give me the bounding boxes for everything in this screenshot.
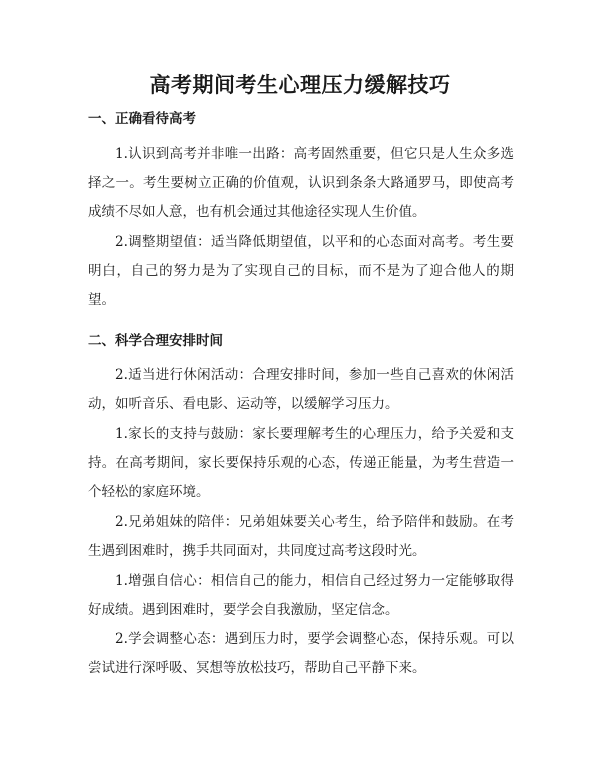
- paragraph: 1.增强自信心：相信自己的能力，相信自己经过努力一定能够取得好成绩。遇到困难时，要学会自我激励，坚定信念。: [88, 573, 514, 618]
- paragraph: 2.调整期望值：适当降低期望值，以平和的心态面对高考。考生要明白，自己的努力是为了实现自己的目标，而不是为了迎合他人的期望。: [88, 234, 514, 308]
- paragraph: 1.家长的支持与鼓励：家长要理解考生的心理压力，给予关爱和支持。在高考期间，家长要保持乐观的心态，传递正能量，为考生营造一个轻松的家庭环境。: [88, 426, 514, 500]
- paragraph: 2.适当进行休闲活动：合理安排时间，参加一些自己喜欢的休闲活动，如听音乐、看电影、运动等，以缓解学习压力。: [88, 367, 514, 412]
- section-heading: 二、科学合理安排时间: [88, 333, 223, 349]
- paragraph: 2.学会调整心态：遇到压力时，要学会调整心态，保持乐观。可以尝试进行深呼吸、冥想等放松技巧，帮助自己平静下来。: [88, 631, 514, 676]
- page-title: 高考期间考生心理压力缓解技巧: [149, 73, 451, 97]
- section-heading: 一、正确看待高考: [88, 111, 196, 127]
- paragraph: 2.兄弟姐妹的陪伴：兄弟姐妹要关心考生，给予陪伴和鼓励。在考生遇到困难时，携手共同面对，共同度过高考这段时光。: [88, 514, 514, 559]
- paragraph: 1.认识到高考并非唯一出路：高考固然重要，但它只是人生众多选择之一。考生要树立正确的价值观，认识到条条大路通罗马，即使高考成绩不尽如人意，也有机会通过其他途径实现人生价值。: [88, 146, 514, 220]
